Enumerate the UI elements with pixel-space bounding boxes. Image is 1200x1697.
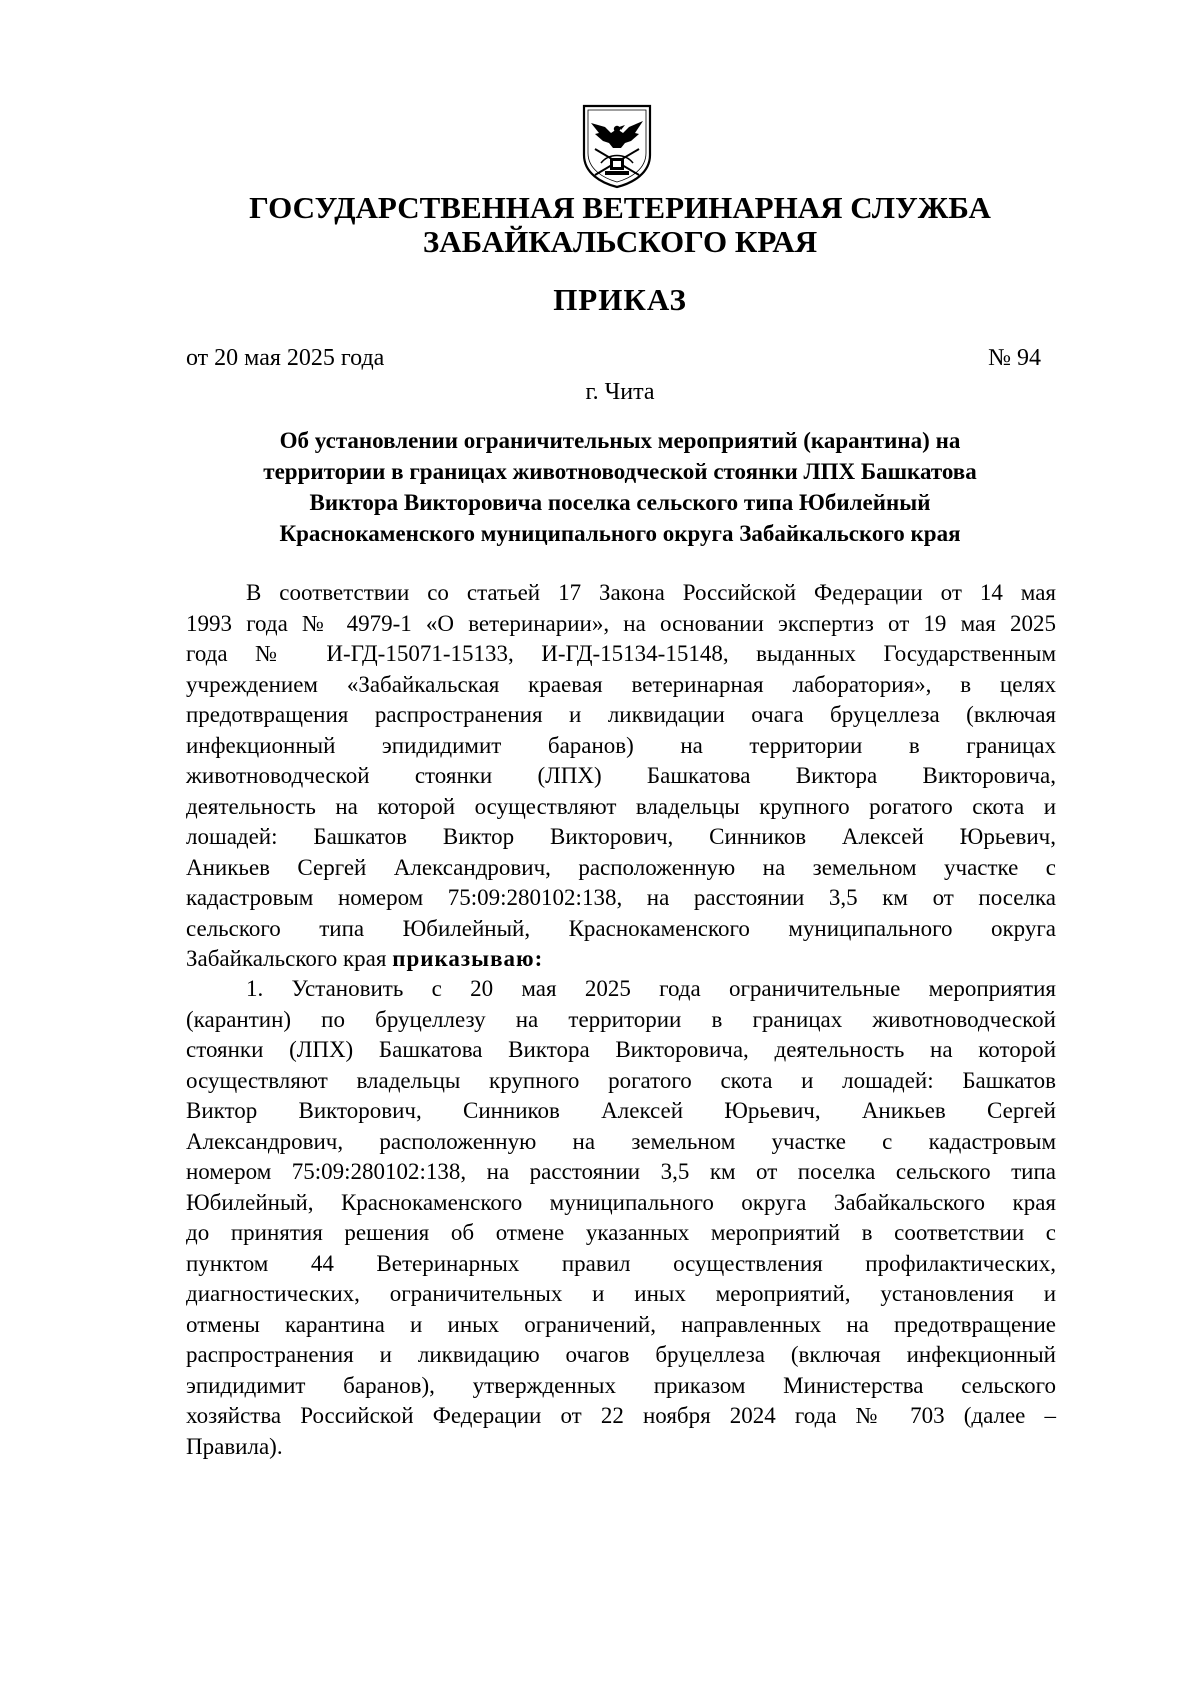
preamble-line: учреждением «Забайкальская краевая ветеринарная лаборатория», в целях bbox=[186, 671, 1056, 697]
item1-line: до принятия решения об отмене указанных мероприятий в соответствии с bbox=[186, 1220, 1056, 1245]
preamble-line: кадастровым номером 75:09:280102:138, на расстоянии 3,5 км от поселка bbox=[186, 885, 1056, 910]
item1-line: стоянки (ЛПХ) Башкатова Виктора Викторовича, деятельность на которой bbox=[186, 1037, 1056, 1062]
preamble-line: инфекционный эпидидимит баранов) на территории в границах bbox=[186, 732, 1056, 758]
order-city: г. Чита bbox=[585, 379, 655, 405]
order-item-1 bbox=[186, 974, 1056, 1462]
preamble-line: В соответствии со статьей 17 Закона Российской Федерации от 14 мая bbox=[246, 580, 1056, 605]
subject-line: Об установлении ограничительных мероприятий (карантина) на bbox=[279, 428, 961, 453]
preamble-line: животноводческой стоянки (ЛПХ) Башкатова Виктора Викторовича, bbox=[186, 763, 1056, 788]
subject-line: Виктора Викторовича поселка сельского типа Юбилейный bbox=[309, 490, 931, 515]
order-number: № 94 bbox=[988, 345, 1041, 371]
item1-line: Юбилейный, Краснокаменского муниципального округа Забайкальского края bbox=[186, 1189, 1056, 1215]
item1-line: (карантин) по бруцеллезу на территории в границах животноводческой bbox=[186, 1006, 1056, 1032]
preamble-line: деятельность на которой осуществляют владельцы крупного рогатого скота и bbox=[186, 793, 1056, 819]
agency-name-line-1: ГОСУДАРСТВЕННАЯ ВЕТЕРИНАРНАЯ СЛУЖБА bbox=[249, 190, 991, 225]
agency-name-line-2: ЗАБАЙКАЛЬСКОГО КРАЯ bbox=[422, 224, 818, 259]
item1-line: эпидидимит баранов), утвержденных приказом Министерства сельского bbox=[186, 1372, 1056, 1398]
zabaikalsky-krai-coat-of-arms-icon bbox=[581, 103, 653, 189]
preamble-paragraph bbox=[186, 578, 1056, 975]
preamble-line: лошадей: Башкатов Виктор Викторович, Синников Алексей Юрьевич, bbox=[186, 824, 1056, 849]
preamble-line: 1993 года № 4979-1 «О ветеринарии», на основании экспертиз от 19 мая 2025 bbox=[186, 610, 1056, 636]
subject-line: территории в границах животноводческой стоянки ЛПХ Башкатова bbox=[263, 459, 977, 484]
item1-line: 1. Установить с 20 мая 2025 года ограничительные мероприятия bbox=[246, 976, 1056, 1001]
item1-line: хозяйства Российской Федерации от 22 ноября 2024 года № 703 (далее – bbox=[186, 1403, 1056, 1428]
item1-line: номером 75:09:280102:138, на расстоянии 3,5 км от поселка сельского типа bbox=[186, 1159, 1056, 1184]
item1-line: осуществляют владельцы крупного рогатого скота и лошадей: Башкатов bbox=[186, 1067, 1056, 1093]
order-directive: приказываю: bbox=[392, 946, 544, 971]
item1-line: Александрович, расположенную на земельном участке с кадастровым bbox=[186, 1128, 1056, 1154]
item1-line: пунктом 44 Ветеринарных правил осуществления профилактических, bbox=[186, 1250, 1056, 1276]
item1-line: Правила). bbox=[186, 1433, 283, 1459]
preamble-last-line bbox=[186, 944, 1056, 975]
item1-line: распространения и ликвидацию очагов бруцеллеза (включая инфекционный bbox=[186, 1342, 1056, 1367]
preamble-line: предотвращения распространения и ликвидации очага бруцеллеза (включая bbox=[186, 702, 1056, 727]
preamble-line: года № И-ГД-15071-15133, И-ГД-15134-15148, выданных Государственным bbox=[186, 641, 1056, 666]
order-subject bbox=[0, 425, 1200, 549]
item1-line: отмены карантина и иных ограничений, направленных на предотвращение bbox=[186, 1311, 1056, 1337]
subject-line: Краснокаменского муниципального округа Забайкальского края bbox=[279, 521, 961, 546]
item1-line: диагностических, ограничительных и иных мероприятий, установления и bbox=[186, 1281, 1056, 1306]
preamble-line-text: Забайкальского края bbox=[186, 946, 387, 971]
item1-line: Виктор Викторович, Синников Алексей Юрьевич, Аникьев Сергей bbox=[186, 1098, 1056, 1123]
document-type-title: ПРИКАЗ bbox=[553, 282, 687, 317]
preamble-line: Аникьев Сергей Александрович, расположенную на земельном участке с bbox=[186, 854, 1056, 880]
order-date: от 20 мая 2025 года bbox=[186, 345, 385, 371]
preamble-line: сельского типа Юбилейный, Краснокаменского муниципального округа bbox=[186, 915, 1056, 941]
